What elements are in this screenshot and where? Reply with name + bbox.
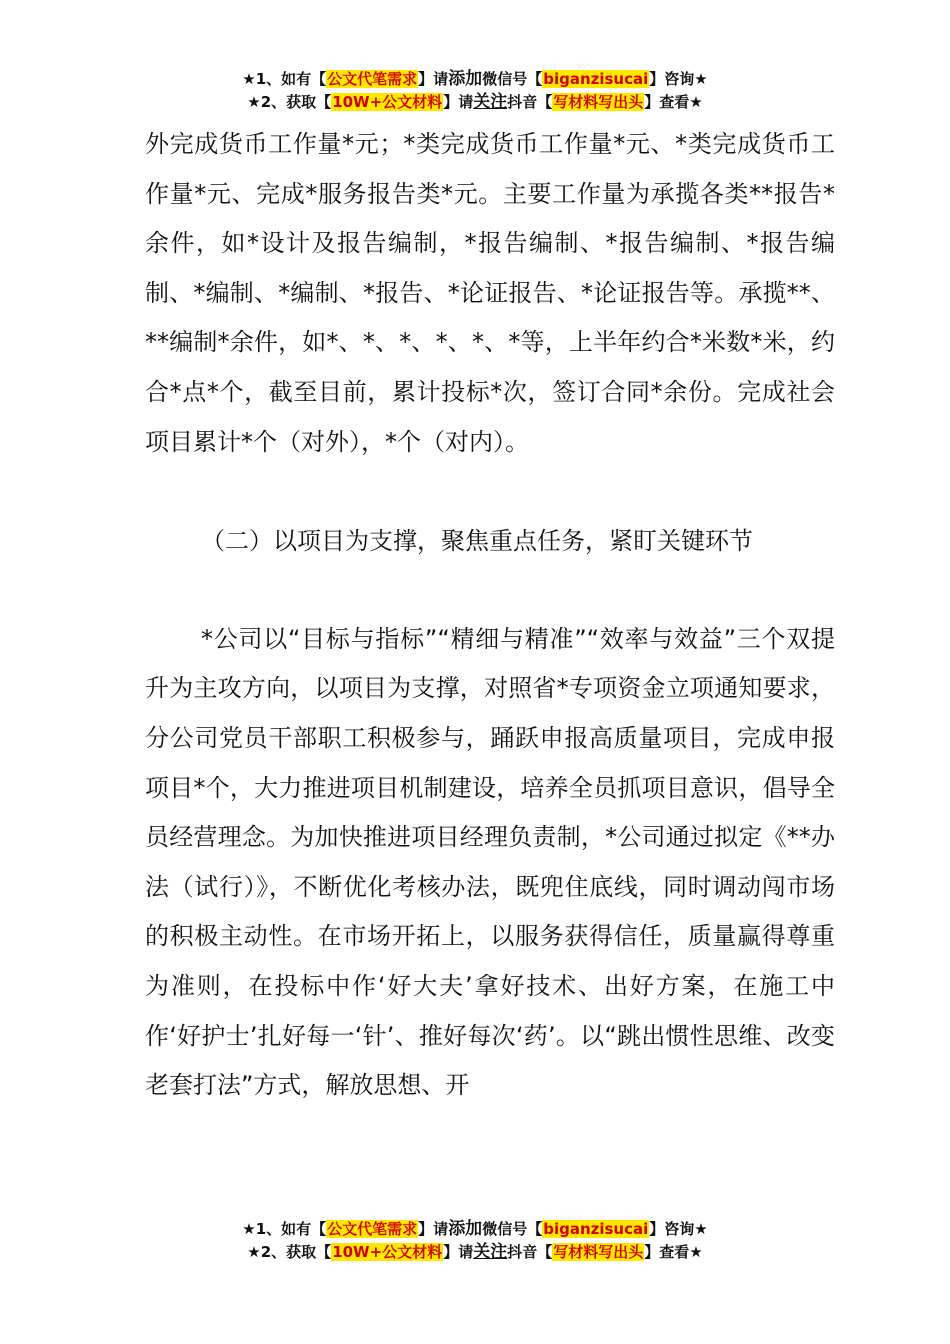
promo-text: 】请 (418, 1220, 449, 1238)
promo-highlight-douyin-id[interactable]: 写材料写出头 (553, 93, 644, 111)
promo-line-2 (0, 91, 950, 114)
promo-line-1 (0, 68, 950, 91)
paragraph: *公司以“目标与指标”“精细与精准”“效率与效益”三个双提升为主攻方向，以项目为支撑，对照省*专项资金立项通知要求，分公司党员干部职工积极参与，踊跃申报高质量项目，完成申报项目*个，大力推进项目机制建设，培养全员抓项目意识，倡导全员经营理念。为加快推进项目经理负责制，*公司通过拟定《**办法（试行）》，不断优化考核办法，既兜住底线，同时调动闯市场的积极主动性。在市场开拓上，以服务获得信任，质量赢得尊重为准则，在投标中作‘好大夫’拿好技术、出好方案，在施工中作‘好护士’扎好每一‘针’、推好每次‘药’。以“跳出惯性思维、改变老套打法”方式，解放思想、开 (145, 624, 835, 1100)
promo-text: 】请 (418, 70, 449, 88)
promo-text: ★2、获取【 (247, 1243, 332, 1261)
promo-emphasis: 关注 (473, 92, 508, 112)
section-heading: （二）以项目为支撑，聚焦重点任务，紧盯关键环节 (201, 527, 753, 556)
promo-text: 】咨询★ (649, 70, 708, 88)
promo-highlight-service: 公文代笔需求 (327, 70, 418, 88)
promo-highlight-wechat-id[interactable]: biganzisucai (543, 1220, 649, 1238)
promo-emphasis: 关注 (473, 1242, 508, 1262)
promo-text: 】咨询★ (649, 1220, 708, 1238)
promo-highlight-service: 公文代笔需求 (327, 1220, 418, 1238)
promo-text: 抖音【 (507, 1243, 553, 1261)
document-body (145, 120, 835, 1111)
promo-highlight-materials: 10W+公文材料 (332, 93, 443, 111)
promo-highlight-douyin-id[interactable]: 写材料写出头 (553, 1243, 644, 1261)
promo-highlight-materials: 10W+公文材料 (332, 1243, 443, 1261)
bottom-promo-banner (0, 1218, 950, 1264)
promo-text: ★1、如有【 (242, 70, 327, 88)
promo-text: 微信号【 (482, 1220, 543, 1238)
promo-text: ★1、如有【 (242, 1220, 327, 1238)
promo-line-2 (0, 1241, 950, 1264)
promo-text: 】请 (443, 93, 474, 111)
promo-highlight-wechat-id[interactable]: biganzisucai (543, 70, 649, 88)
promo-text: 】查看★ (644, 1243, 703, 1261)
promo-text: 】查看★ (644, 93, 703, 111)
promo-line-1 (0, 1218, 950, 1241)
promo-text: 】请 (443, 1243, 474, 1261)
paragraph-continued: 外完成货币工作量*元；*类完成货币工作量*元、*类完成货币工作量*元、完成*服务报告类*元。主要工作量为承揽各类**报告*余件，如*设计及报告编制，*报告编制、*报告编制、*报告编制、*编制、*编制、*报告、*论证报告、*论证报告等。承揽**、**编制*余件，如*、*、*、*、*、*等，上半年约合*米数*米，约合*点*个，截至目前，累计投标*次，签订合同*余份。完成社会项目累计*个（对外），*个（对内）。 (145, 130, 835, 456)
promo-text: 抖音【 (507, 93, 553, 111)
top-promo-banner (0, 68, 950, 114)
promo-emphasis: 添加 (448, 1219, 483, 1239)
promo-emphasis: 添加 (448, 69, 483, 89)
promo-text: ★2、获取【 (247, 93, 332, 111)
promo-text: 微信号【 (482, 70, 543, 88)
